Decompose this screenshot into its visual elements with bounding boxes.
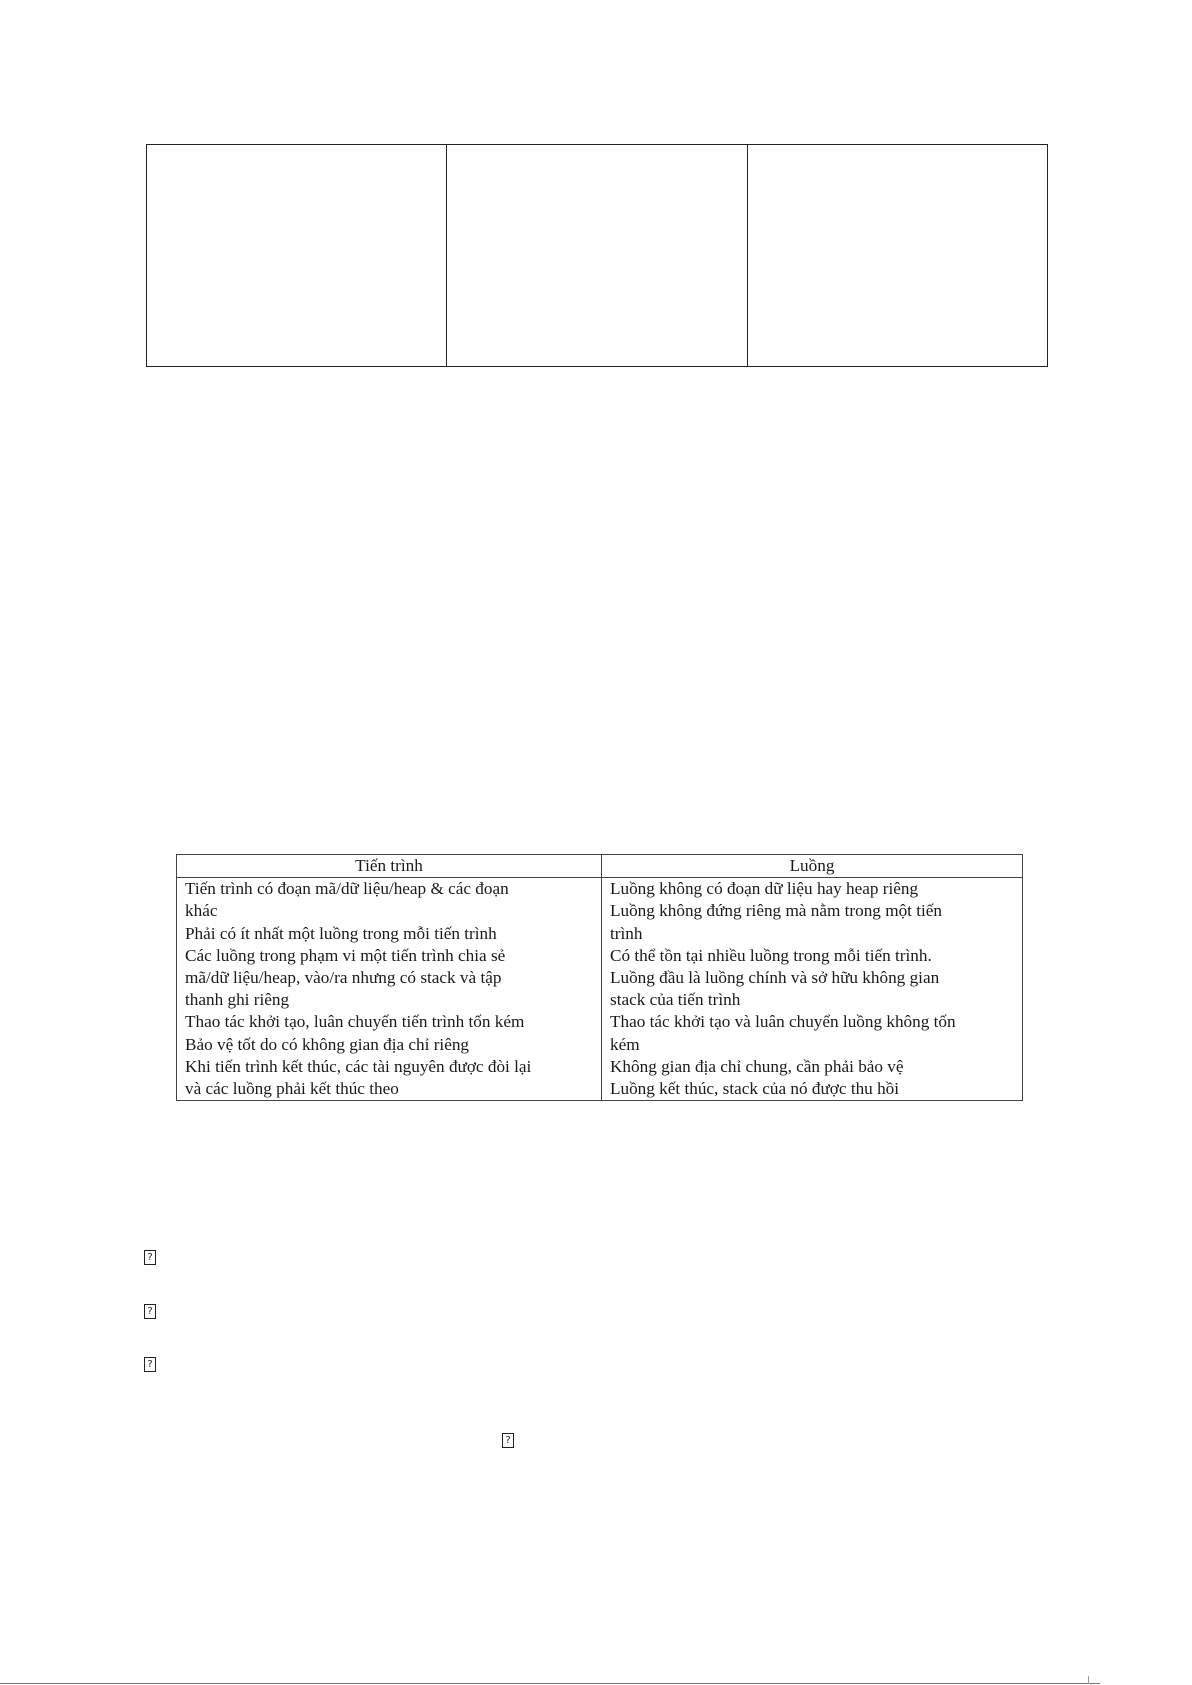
header-process: Tiến trình [177,855,602,878]
process-line: Bảo vệ tốt do có không gian địa chỉ riêng [185,1034,470,1054]
thread-line: Luồng kết thúc, stack của nó được thu hồi [610,1079,900,1099]
missing-glyph-bullet: ? [144,1304,156,1319]
table-header-row [177,855,1023,878]
process-column-cell [177,878,602,1101]
table-row [147,145,1048,367]
process-line: mã/dữ liệu/heap, vào/ra nhưng có stack và tập [185,968,502,988]
page-bottom-rule [0,1683,1100,1684]
missing-glyph-symbol: ? [502,1433,514,1448]
table-row [177,878,1023,1101]
thread-line: Không gian địa chỉ chung, cần phải bảo vệ [610,1056,904,1076]
process-line: thanh ghi riêng [185,990,290,1010]
process-line: Phải có ít nhất một luồng trong mỗi tiến trình [185,923,497,943]
header-thread: Luồng [602,855,1023,878]
process-line: và các luồng phải kết thúc theo [185,1079,399,1099]
thread-line: Có thể tồn tại nhiều luồng trong mỗi tiến trình. [610,945,932,965]
thread-line: Thao tác khởi tạo và luân chuyển luồng không tốn [610,1012,956,1032]
process-line: Thao tác khởi tạo, luân chuyển tiến trình tốn kém [185,1012,525,1032]
process-line: Các luồng trong phạm vi một tiến trình chia sẻ [185,945,506,965]
thread-line: Luồng không đứng riêng mà nằm trong một tiến [610,901,943,921]
thread-line: stack của tiến trình [610,990,741,1010]
missing-glyph-bullet: ? [144,1357,156,1372]
process-vs-thread-table [176,854,1023,1101]
empty-cell [447,145,747,367]
missing-glyph-bullet: ? [144,1250,156,1265]
empty-table [146,144,1048,367]
empty-cell [147,145,447,367]
thread-column-cell [602,878,1023,1101]
page-bottom-tick [1088,1676,1089,1684]
thread-line: Luồng không có đoạn dữ liệu hay heap riêng [610,879,919,899]
empty-cell [747,145,1047,367]
thread-line: trình [610,923,643,943]
process-line: khác [185,901,218,921]
process-line: Tiến trình có đoạn mã/dữ liệu/heap & các đoạn [185,879,509,899]
thread-line: kém [610,1034,640,1054]
process-line: Khi tiến trình kết thúc, các tài nguyên được đòi lại [185,1056,532,1076]
thread-line: Luồng đầu là luồng chính và sở hữu không gian [610,968,940,988]
